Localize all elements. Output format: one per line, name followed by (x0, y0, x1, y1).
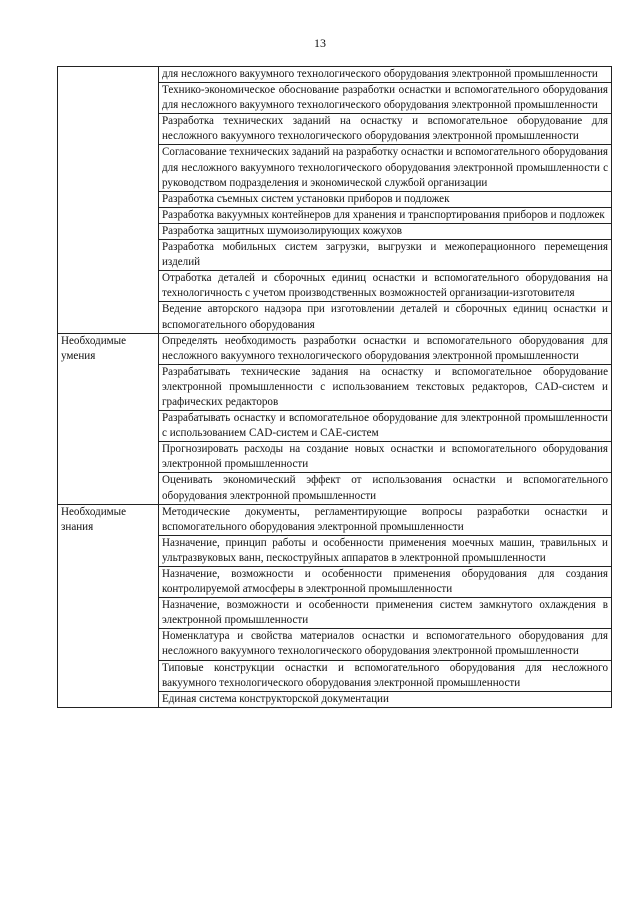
table-row (58, 504, 612, 535)
table-row (58, 333, 612, 364)
requirement-item: Оценивать экономический эффект от использования оснастки и вспомогательного оборудования электронной промышленности (159, 473, 612, 504)
requirement-item: Назначение, возможности и особенности применения оборудования для создания контролируемой атмосферы в электронной промышленности (159, 567, 612, 598)
requirement-item: Ведение авторского надзора при изготовлении деталей и сборочных единиц оснастки и вспомогательного оборудования (159, 302, 612, 333)
page-number: 13 (314, 36, 326, 50)
requirement-item: Отработка деталей и сборочных единиц оснастки и вспомогательного оборудования на технологичность с учетом производственных возможностей организации-изготовителя (159, 271, 612, 302)
requirements-table (57, 66, 612, 708)
requirement-item: Методические документы, регламентирующие вопросы разработки оснастки и вспомогательного оборудования электронной промышленности (159, 504, 612, 535)
requirement-item: Разработка защитных шумоизолирующих кожухов (159, 223, 612, 239)
table-body (58, 67, 612, 708)
requirement-item: Разработка вакуумных контейнеров для хранения и транспортирования приборов и подложек (159, 207, 612, 223)
requirement-item: Типовые конструкции оснастки и вспомогательного оборудования для несложного вакуумного технологического оборудования электронной промышленности (159, 660, 612, 691)
section-label (58, 67, 159, 334)
requirement-item: Согласование технических заданий на разработку оснастки и вспомогательного оборудования для несложного вакуумного технологического оборудования электронной промышленности с руководством подразделения и экономической службой организации (159, 145, 612, 191)
requirement-item: Определять необходимость разработки оснастки и вспомогательного оборудования для несложного вакуумного технологического оборудования электронной промышленности (159, 333, 612, 364)
requirement-item: Разработка мобильных систем загрузки, выгрузки и межоперационного перемещения изделий (159, 240, 612, 271)
requirement-item: Назначение, возможности и особенности применения систем замкнутого охлаждения в электронной промышленности (159, 598, 612, 629)
table-row (58, 67, 612, 83)
requirement-item: для несложного вакуумного технологического оборудования электронной промышленности (159, 67, 612, 83)
requirement-item: Единая система конструкторской документации (159, 691, 612, 707)
requirement-item: Разработка съемных систем установки приборов и подложек (159, 191, 612, 207)
requirement-item: Назначение, принцип работы и особенности применения моечных машин, травильных и ультразвуковых ванн, пескоструйных аппаратов в электронной промышленности (159, 535, 612, 566)
requirement-item: Прогнозировать расходы на создание новых оснастки и вспомогательного оборудования электронной промышленности (159, 442, 612, 473)
requirement-item: Разработка технических заданий на оснастку и вспомогательное оборудование для несложного вакуумного технологического оборудования электронной промышленности (159, 114, 612, 145)
requirement-item: Разрабатывать технические задания на оснастку и вспомогательное оборудование электронной промышленности с использованием текстовых редакторов, CAD-систем и графических редакторов (159, 364, 612, 410)
requirement-item: Технико-экономическое обоснование разработки оснастки и вспомогательного оборудования для несложного вакуумного технологического оборудования электронной промышленности (159, 83, 612, 114)
section-label: Необходимые умения (58, 333, 159, 504)
section-label: Необходимые знания (58, 504, 159, 707)
requirement-item: Разрабатывать оснастку и вспомогательное оборудование для электронной промышленности с использованием CAD-систем и CAE-систем (159, 411, 612, 442)
requirement-item: Номенклатура и свойства материалов оснастки и вспомогательного оборудования для несложного вакуумного технологического оборудования электронной промышленности (159, 629, 612, 660)
